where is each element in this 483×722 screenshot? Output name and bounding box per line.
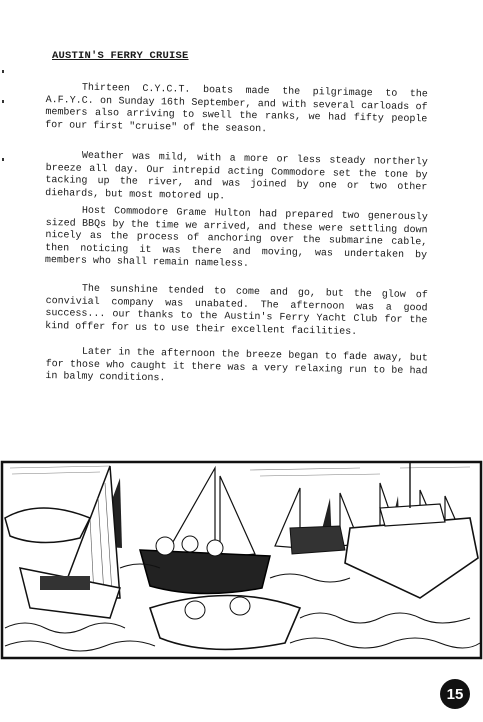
paragraph-5 xyxy=(45,346,428,391)
paragraph-4 xyxy=(45,283,428,341)
paragraph-text: The sunshine tended to come and go, but the glow of convivial company was unabated. The afternoon was a good success... our thanks to the Austin's Ferry Yacht Club for the kind offer for us to use their excellent facilities. xyxy=(45,283,428,338)
margin-mark xyxy=(2,70,4,73)
paragraph-1 xyxy=(45,82,428,140)
paragraph-text: Host Commodore Grame Hulton had prepared two generously sized BBQs by the time we arrived, and these were settling down nicely as the process of anchoring over the submarine cable, then noticing it was there and moving, was undertaken by members who shall remain nameless. xyxy=(44,205,428,271)
paragraph-2 xyxy=(45,150,428,208)
margin-mark xyxy=(2,158,4,161)
page-number-badge: 15 xyxy=(440,679,470,709)
paragraph-text: Later in the afternoon the breeze began to fade away, but for those who caught it there was a very relaxing run to be had in balmy conditions. xyxy=(45,346,428,385)
margin-mark xyxy=(2,100,4,103)
article-title: AUSTIN'S FERRY CRUISE xyxy=(52,50,189,62)
paragraph-text: Weather was mild, with a more or less steady northerly breeze all day. Our intrepid acting Commodore set the tone by tacking up the river, and was joined by one or two other diehards, but most motored up. xyxy=(45,150,428,203)
paragraph-3 xyxy=(45,205,428,275)
sailing-cartoon-icon xyxy=(0,458,483,662)
paragraph-text: Thirteen C.Y.C.T. boats made the pilgrimage to the A.F.Y.C. on Sunday 16th September, and with several carloads of members also arriving to swell the ranks, we had fifty people for our first "cruise" of the season. xyxy=(45,82,428,136)
